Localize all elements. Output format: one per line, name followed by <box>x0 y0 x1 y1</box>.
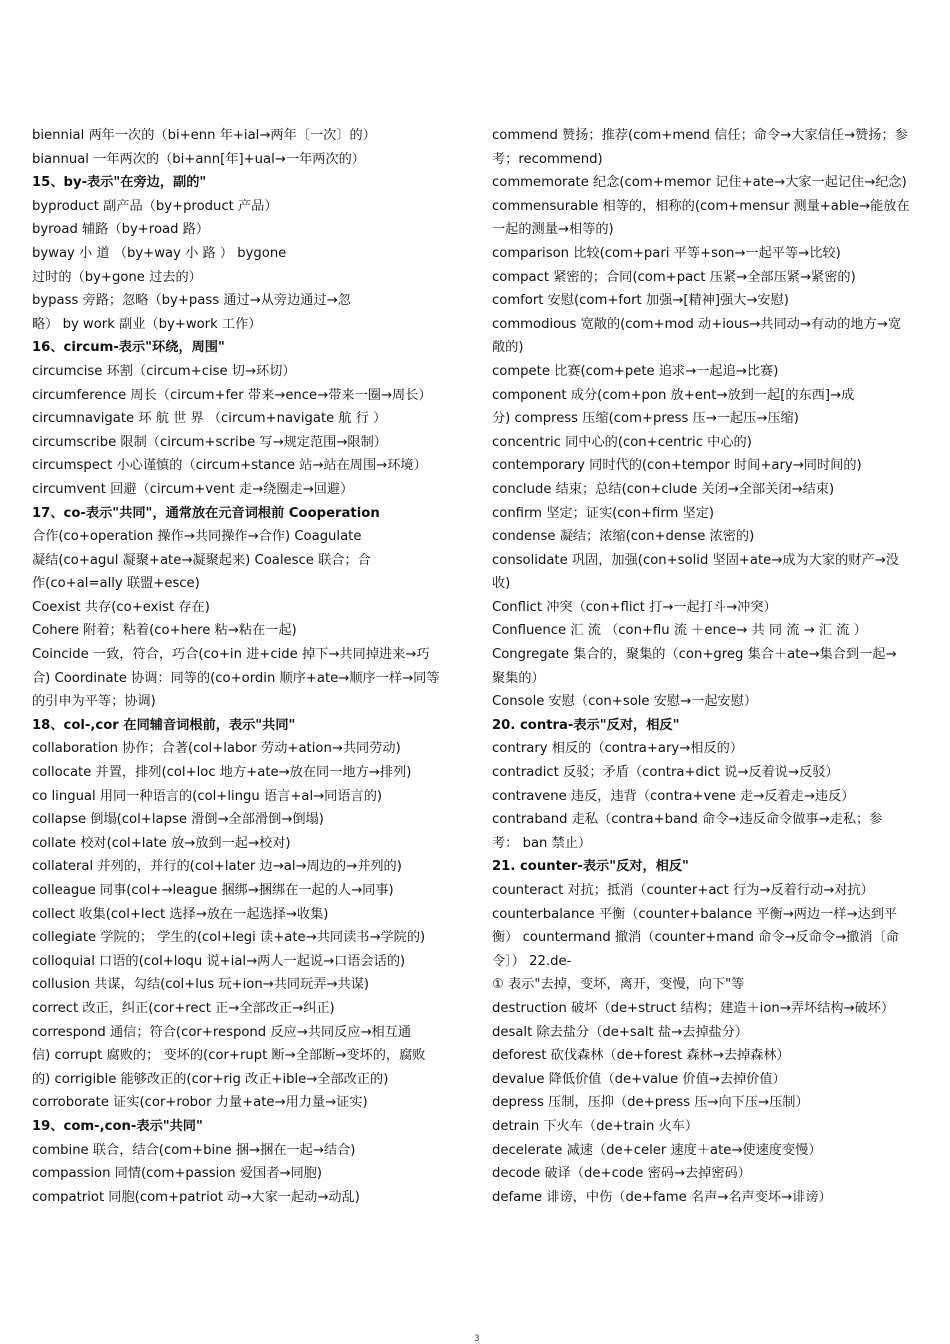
vocab-entry-line: compassion 同情(com+passion 爱国者→同胞) <box>32 1166 322 1182</box>
vocab-entry-line: byproduct 副产品（by+product 产品） <box>32 198 278 214</box>
vocab-entry-line: collate 校对(col+late 放→放到一起→校对) <box>32 835 291 851</box>
section-heading: 19、com-,con-表示"共同" <box>32 1118 203 1134</box>
vocab-entry-line: circumnavigate 环 航 世 界 （circum+navigate 航 行 ） <box>32 411 387 427</box>
vocab-entry-line: Congregate 集合的，聚集的（con+greg 集合＋ate→集合到一起→ <box>492 647 897 663</box>
vocab-entry-line: compete 比赛(com+pete 追求→一起追→比赛) <box>492 363 779 379</box>
page-number: 3 <box>474 1334 480 1344</box>
vocab-entry-line: byway 小 道 （by+way 小 路 ） bygone <box>32 245 287 261</box>
vocab-entry-line: contravene 违反，违背（contra+vene 走→反着走→违反） <box>492 788 855 804</box>
vocab-entry-line: 考；recommend) <box>492 151 603 167</box>
section-heading: 21. counter-表示"反对，相反" <box>492 859 689 875</box>
left-column <box>32 124 464 1209</box>
section-heading: 18、col-,cor 在同辅音词根前，表示"共同" <box>32 717 296 733</box>
vocab-entry-line: condense 凝结；浓缩(con+dense 浓密的) <box>492 529 755 545</box>
vocab-entry-line: Conflict 冲突（con+flict 打→一起打斗→冲突） <box>492 599 777 615</box>
section-heading: 16、circum-表示"环绕，周围" <box>32 340 225 356</box>
vocab-entry-line: 的引申为平等；协调) <box>32 694 156 710</box>
vocab-entry-line: 凝结(co+agul 凝聚+ate→凝聚起来) Coalesce 联合；合 <box>32 552 371 568</box>
vocab-entry-line: byroad 辅路（by+road 路） <box>32 222 210 238</box>
section-heading: 17、co-表示"共同"，通常放在元音词根前 Cooperation <box>32 505 380 521</box>
vocab-entry-line: defame 诽谤，中伤（de+fame 名声→名声变坏→诽谤） <box>492 1189 832 1205</box>
vocab-entry-line: collaboration 协作；合著(col+labor 劳动+ation→共同劳动) <box>32 741 401 757</box>
vocab-entry-line: commensurable 相等的，相称的(com+mensur 测量+able→能放在 <box>492 198 910 214</box>
vocab-entry-line: comparison 比较(com+pari 平等+son→一起平等→比较) <box>492 245 841 261</box>
vocab-entry-line: commemorate 纪念(com+memor 记住+ate→大家一起记住→纪念) <box>492 175 907 191</box>
vocab-entry-line: corroborate 证实(cor+robor 力量+ate→用力量→证实) <box>32 1095 368 1111</box>
vocab-entry-line: 合作(co+operation 操作→共同操作→合作) Coagulate <box>32 529 362 545</box>
vocab-entry-line: circumspect 小心谨慎的（circum+stance 站→站在周围→环境） <box>32 458 427 474</box>
vocab-entry-line: commodious 宽敞的(com+mod 动+ious→共同动→有动的地方→宽 <box>492 316 902 332</box>
vocab-entry-line: circumference 周长（circum+fer 带来→ence→带来一圈→周长） <box>32 387 432 403</box>
vocab-entry-line: compatriot 同胞(com+patriot 动→大家一起动→动乱) <box>32 1189 360 1205</box>
vocab-entry-line: circumcise 环割（circum+cise 切→环切） <box>32 363 296 379</box>
vocab-entry-line: biennial 两年一次的（bi+enn 年+ial→两年〔一次〕的） <box>32 128 376 143</box>
vocab-entry-line: 令〕） 22.de- <box>492 953 572 969</box>
vocab-entry-line: depress 压制，压抑（de+press 压→向下压→压制） <box>492 1095 809 1111</box>
vocab-entry-line: decelerate 减速（de+celer 速度＋ate→使速度变慢） <box>492 1142 822 1158</box>
vocab-entry-line: collect 收集(col+lect 选择→放在一起选择→收集) <box>32 906 329 922</box>
vocab-entry-line: 过时的（by+gone 过去的） <box>32 269 202 285</box>
vocab-entry-line: 衡） countermand 撤消（counter+mand 命令→反命令→撤消〔命 <box>492 930 899 946</box>
vocab-entry-line: 考： ban 禁止） <box>492 835 592 851</box>
vocab-entry-line: contrary 相反的（contra+ary→相反的） <box>492 741 744 757</box>
section-heading: 20. contra-表示"反对，相反" <box>492 717 680 733</box>
vocab-entry-line: 略） by work 副业（by+work 工作） <box>32 316 262 332</box>
vocab-entry-line: comfort 安慰(com+fort 加强→[精神]强大→安慰) <box>492 293 789 309</box>
vocab-entry-line: collapse 倒塌(col+lapse 滑倒→全部滑倒→倒塌) <box>32 812 324 828</box>
vocab-entry-line: destruction 破坏（de+struct 结构；建造＋ion→弄坏结构→破坏） <box>492 1000 895 1016</box>
vocab-entry-line: 信) corrupt 腐败的； 变坏的(cor+rupt 断→全部断→变坏的，腐败 <box>32 1048 426 1064</box>
vocab-entry-line: 一起的测量→相等的) <box>492 222 614 238</box>
vocab-entry-line: deforest 砍伐森林（de+forest 森林→去掉森林） <box>492 1048 790 1064</box>
vocab-entry-line: colleague 同事(col+→league 捆绑→捆绑在一起的人→同事) <box>32 883 394 898</box>
vocab-entry-line: contemporary 同时代的(con+tempor 时间+ary→同时间的) <box>492 458 862 474</box>
vocab-entry-line: correct 改正，纠正(cor+rect 正→全部改正→纠正) <box>32 1000 335 1016</box>
vocab-entry-line: counteract 对抗；抵消（counter+act 行为→反着行动→对抗） <box>492 883 874 898</box>
vocab-entry-line: collegiate 学院的； 学生的(col+legi 读+ate→共同读书→学院的) <box>32 930 426 946</box>
vocab-entry-line: Coincide 一致，符合，巧合(co+in 进+cide 掉下→共同掉进来→巧 <box>32 647 430 663</box>
vocab-entry-line: Confluence 汇 流 （con+flu 流 ＋ence→ 共 同 流 → 汇 流 ） <box>492 623 867 639</box>
vocab-entry-line: colloquial 口语的(col+loqu 说+ial→两人一起说→口语会话的) <box>32 953 406 969</box>
vocab-entry-line: 分) compress 压缩(com+press 压→一起压→压缩) <box>492 411 799 427</box>
vocab-entry-line: circumscribe 限制（circum+scribe 写→规定范围→限制） <box>32 434 387 450</box>
vocab-entry-line: contradict 反驳；矛盾（contra+dict 说→反着说→反驳） <box>492 765 839 781</box>
vocab-entry-line: biannual 一年两次的（bi+ann[年]+ual→一年两次的） <box>32 151 365 167</box>
vocab-entry-line: conclude 结束；总结(con+clude 关闭→全部关闭→结束) <box>492 481 835 497</box>
vocab-entry-line: confirm 坚定；证实(con+firm 坚定) <box>492 505 715 521</box>
vocab-entry-line: circumvent 回避（circum+vent 走→绕圈走→回避） <box>32 481 354 497</box>
vocab-entry-line: Console 安慰（con+sole 安慰→一起安慰） <box>492 694 758 710</box>
vocab-entry-line: desalt 除去盐分（de+salt 盐→去掉盐分） <box>492 1024 749 1040</box>
vocab-entry-line: consolidate 巩固，加强(con+solid 坚固+ate→成为大家的财产→没 <box>492 552 899 568</box>
vocab-entry-line: 的) corrigible 能够改正的(cor+rig 改正+ible→全部改正的) <box>32 1071 389 1087</box>
vocab-entry-line: correspond 通信；符合(cor+respond 反应→共同反应→相互通 <box>32 1024 412 1040</box>
vocab-entry-line: bypass 旁路；忽略（by+pass 通过→从旁边通过→忽 <box>32 293 351 309</box>
vocab-entry-line: concentric 同中心的(con+centric 中心的) <box>492 434 752 450</box>
vocab-entry-line: Coexist 共存(co+exist 存在) <box>32 599 210 615</box>
vocab-entry-line: collusion 共谋，勾结(col+lus 玩+ion→共同玩弄→共谋) <box>32 977 370 993</box>
vocab-entry-line: 聚集的） <box>492 670 545 686</box>
vocab-entry-line: commend 赞扬；推荐(com+mend 信任；命令→大家信任→赞扬；参 <box>492 128 908 143</box>
vocab-entry-line: collateral 并列的，并行的(col+later 边→al→周边的→并列的) <box>32 859 402 875</box>
vocab-entry-line: component 成分(com+pon 放+ent→放到一起[的东西]→成 <box>492 387 855 403</box>
vocab-entry-line: collocate 并置，排列(col+loc 地方+ate→放在同一地方→排列) <box>32 765 412 781</box>
vocab-entry-line: compact 紧密的；合同(com+pact 压紧→全部压紧→紧密的) <box>492 269 856 285</box>
vocab-entry-line: counterbalance 平衡（counter+balance 平衡→两边一样→达到平 <box>492 906 898 922</box>
vocab-entry-line: combine 联合，结合(com+bine 捆→捆在一起→结合) <box>32 1142 356 1158</box>
vocab-entry-line: contraband 走私（contra+band 命令→违反命令做事→走私；参 <box>492 812 883 828</box>
section-heading: 15、by-表示"在旁边，副的" <box>32 175 207 191</box>
right-column <box>492 124 928 1209</box>
vocab-entry-line: Cohere 附着；粘着(co+here 粘→粘在一起) <box>32 623 297 639</box>
vocab-entry-line: ① 表示"去掉，变坏，离开，变慢，向下"等 <box>492 977 745 993</box>
vocab-entry-line: 合) Coordinate 协调：同等的(co+ordin 顺序+ate→顺序一样→同等 <box>32 670 440 686</box>
vocab-entry-line: 敞的) <box>492 340 524 356</box>
vocab-entry-line: co lingual 用同一种语言的(col+lingu 语言+al→同语言的) <box>32 788 383 804</box>
vocab-entry-line: 作(co+al=ally 联盟+esce) <box>32 576 200 592</box>
vocab-entry-line: devalue 降低价值（de+value 价值→去掉价值） <box>492 1071 786 1087</box>
vocab-entry-line: detrain 下火车（de+train 火车） <box>492 1118 699 1134</box>
vocab-entry-line: 收) <box>492 576 511 592</box>
vocab-entry-line: decode 破译（de+code 密码→去掉密码） <box>492 1166 751 1182</box>
